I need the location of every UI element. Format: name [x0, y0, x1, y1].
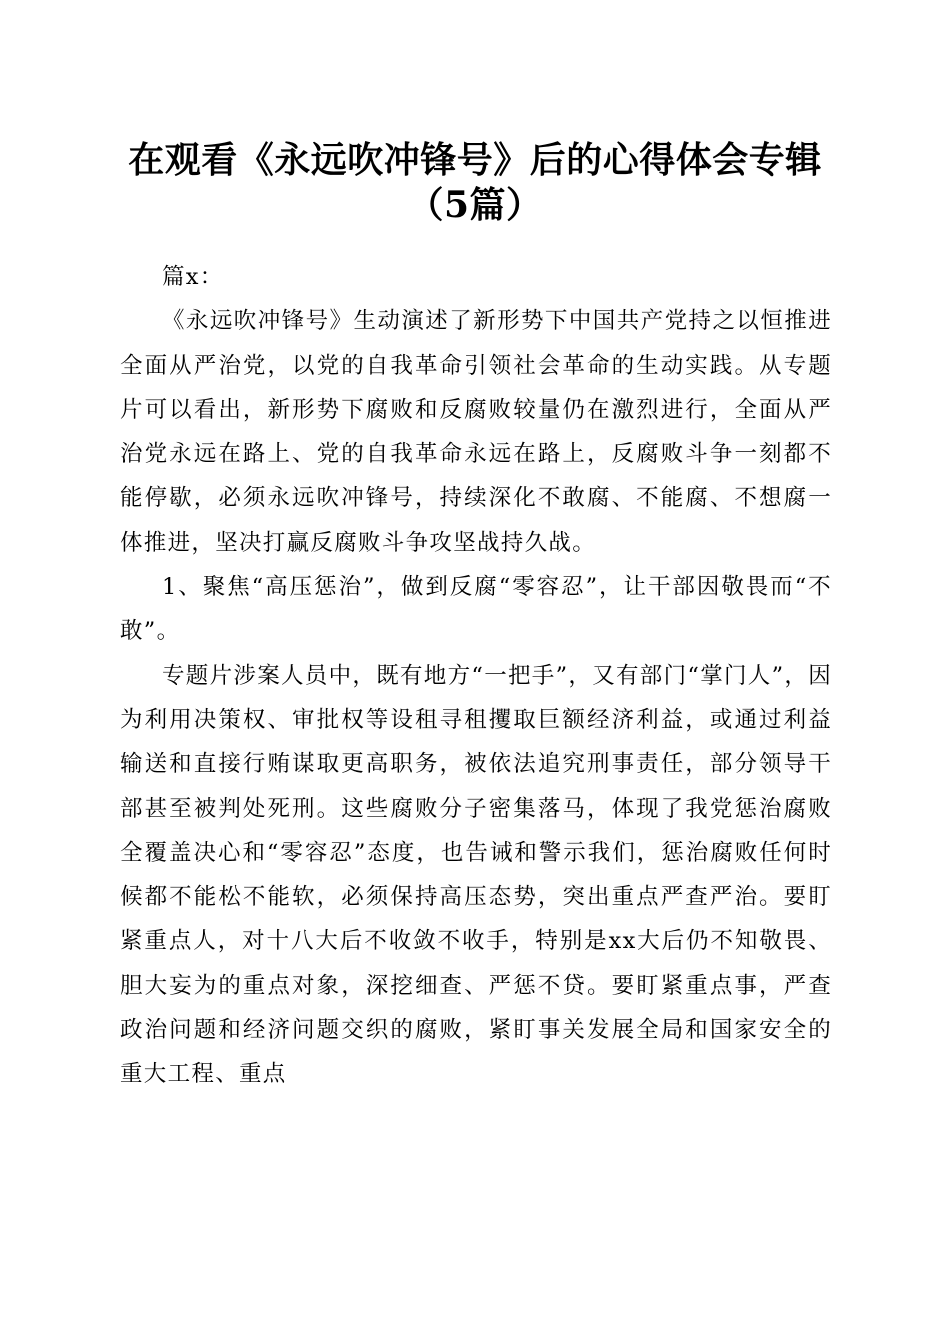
paragraph-body-1: 专题片涉案人员中，既有地方“一把手”，又有部门“掌门人”，因为利用决策权、审批权等设租寻租攫取巨额经济利益，或通过利益输送和直接行贿谋取更高职务，被依法追究刑事责任，部分领导干部甚至被判处死刑。这些腐败分子密集落马，体现了我党惩治腐败全覆盖决心和“零容忍”态度，也告诫和警示我们，惩治腐败任何时候都不能松不能软，必须保持高压态势，突出重点严查严治。要盯紧重点人，对十八大后不收敛不收手，特别是xx大后仍不知敬畏、胆大妄为的重点对象，深挖细查、严惩不贷。要盯紧重点事，严查政治问题和经济问题交织的腐败，紧盯事关发展全局和国家安全的重大工程、重点 [120, 662, 833, 1088]
document-title: 在观看《永远吹冲锋号》后的心得体会专辑 [128, 139, 822, 181]
section-label: 篇x： [162, 264, 224, 290]
paragraph-intro: 《永远吹冲锋号》生动演述了新形势下中国共产党持之以恒推进全面从严治党，以党的自我革命引领社会革命的生动实践。从专题片可以看出，新形势下腐败和反腐败较量仍在激烈进行，全面从严治党永远在路上、党的自我革命永远在路上，反腐败斗争一刻都不能停歇，必须永远吹冲锋号，持续深化不敢腐、不能腐、不想腐一体推进，坚决打赢反腐败斗争攻坚战持久战。 [120, 308, 832, 556]
document-body [120, 255, 832, 1097]
document-subtitle: （5篇） [407, 184, 543, 226]
paragraph-heading-1: 1、聚焦“高压惩治”，做到反腐“零容忍”，让干部因敬畏而“不敢”。 [120, 574, 832, 645]
